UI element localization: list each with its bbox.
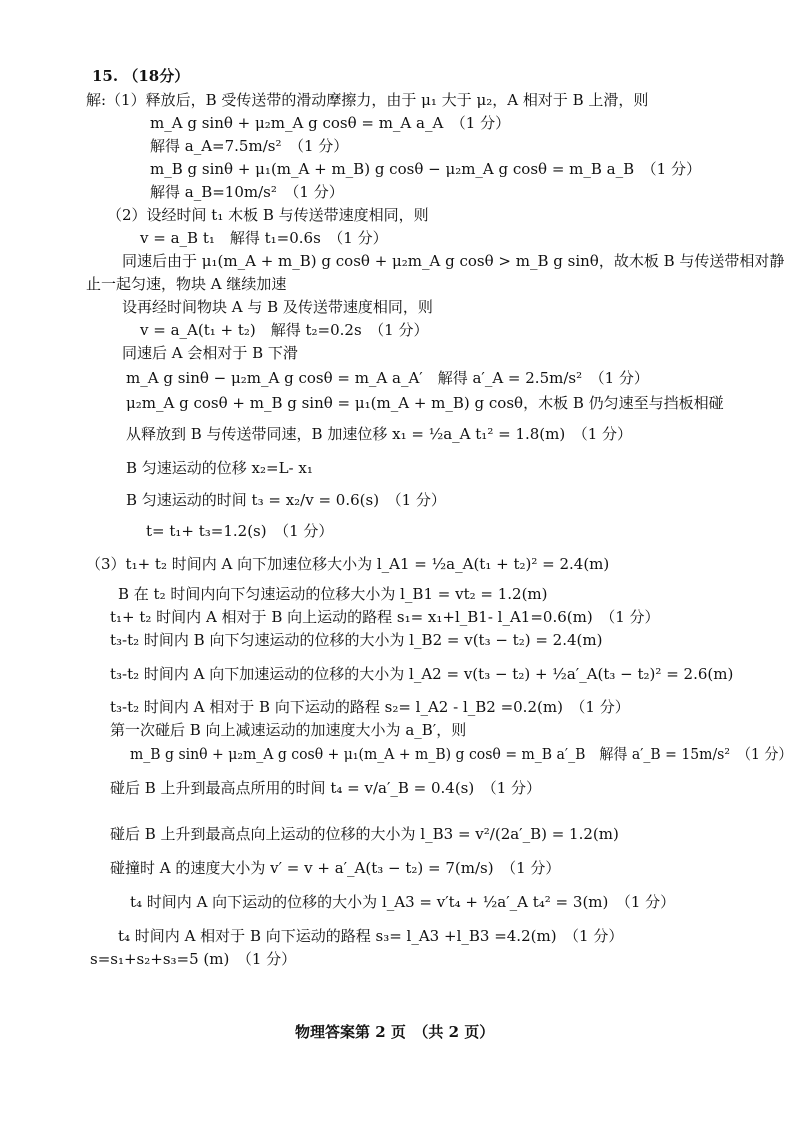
- answer-line-1: 解:（1）释放后，B 受传送带的滑动摩擦力，由于 μ₁ 大于 μ₂，A 相对于 B 上滑，则: [86, 91, 649, 109]
- answer-line-21: t₁+ t₂ 时间内 A 相对于 B 向上运动的路程 s₁= x₁+l_B1- l_A1=0.6(m) （1 分）: [110, 608, 660, 626]
- answer-line-17: B 匀速运动的时间 t₃ = x₂/v = 0.6(s) （1 分）: [126, 491, 446, 509]
- answer-line-11: v = a_A(t₁ + t₂) 解得 t₂=0.2s （1 分）: [140, 321, 429, 339]
- answer-line-27: 碰后 B 上升到最高点所用的时间 t₄ = v/a′_B = 0.4(s) （1 分）: [110, 779, 542, 797]
- page-footer: 物理答案第 2 页 （共 2 页）: [295, 1023, 495, 1041]
- answer-line-13: m_A g sinθ − μ₂m_A g cosθ = m_A a_A′ 解得 a′_A = 2.5m/s² （1 分）: [126, 369, 649, 387]
- answer-line-30: t₄ 时间内 A 向下运动的位移的大小为 l_A3 = v′t₄ + ½a′_A t₄² = 3(m) （1 分）: [130, 893, 676, 911]
- answer-line-10: 设再经时间物块 A 与 B 及传送带速度相同，则: [122, 298, 433, 316]
- answer-line-2: m_A g sinθ + μ₂m_A g cosθ = m_A a_A （1 分）: [150, 114, 511, 132]
- answer-line-6: （2）设经时间 t₁ 木板 B 与传送带速度相同，则: [107, 206, 429, 224]
- answer-line-15: 从释放到 B 与传送带同速，B 加速位移 x₁ = ½a_A t₁² = 1.8(m) （1 分）: [126, 425, 633, 443]
- answer-line-23: t₃-t₂ 时间内 A 向下加速运动的位移的大小为 l_A2 = v(t₃ − t₂) + ½a′_A(t₃ − t₂)² = 2.6(m): [110, 665, 734, 683]
- answer-line-16: B 匀速运动的位移 x₂=L- x₁: [126, 459, 313, 477]
- answer-line-5: 解得 a_B=10m/s² （1 分）: [150, 183, 344, 201]
- answer-line-29: 碰撞时 A 的速度大小为 v′ = v + a′_A(t₃ − t₂) = 7(m/s) （1 分）: [110, 859, 561, 877]
- question-header: 15. （18分）: [92, 67, 190, 85]
- answer-line-8: 同速后由于 μ₁(m_A + m_B) g cosθ + μ₂m_A g cosθ > m_B g sinθ，故木板 B 与传送带相对静: [122, 252, 785, 270]
- answer-line-12: 同速后 A 会相对于 B 下滑: [122, 344, 298, 362]
- answer-line-26: m_B g sinθ + μ₂m_A g cosθ + μ₁(m_A + m_B) g cosθ = m_B a′_B 解得 a′_B = 15m/s² （1 分）: [130, 745, 793, 763]
- answer-line-31: t₄ 时间内 A 相对于 B 向下运动的路程 s₃= l_A3 +l_B3 =4.2(m) （1 分）: [118, 927, 624, 945]
- answer-line-28: 碰后 B 上升到最高点向上运动的位移的大小为 l_B3 = v²/(2a′_B) = 1.2(m): [110, 825, 619, 843]
- answer-line-32: s=s₁+s₂+s₃=5 (m) （1 分）: [90, 950, 297, 968]
- answer-line-9: 止一起匀速，物块 A 继续加速: [86, 275, 287, 293]
- answer-line-7: v = a_B t₁ 解得 t₁=0.6s （1 分）: [140, 229, 388, 247]
- answer-line-22: t₃-t₂ 时间内 B 向下匀速运动的位移的大小为 l_B2 = v(t₃ − t₂) = 2.4(m): [110, 631, 603, 649]
- answer-line-20: B 在 t₂ 时间内向下匀速运动的位移大小为 l_B1 = vt₂ = 1.2(m): [118, 585, 548, 603]
- answer-line-3: 解得 a_A=7.5m/s² （1 分）: [150, 137, 349, 155]
- answer-line-4: m_B g sinθ + μ₁(m_A + m_B) g cosθ − μ₂m_A g cosθ = m_B a_B （1 分）: [150, 160, 701, 178]
- answer-line-25: 第一次碰后 B 向上减速运动的加速度大小为 a_B′，则: [110, 721, 467, 739]
- answer-line-19: （3）t₁+ t₂ 时间内 A 向下加速位移大小为 l_A1 = ½a_A(t₁ + t₂)² = 2.4(m): [86, 555, 610, 573]
- answer-line-24: t₃-t₂ 时间内 A 相对于 B 向下运动的路程 s₂= l_A2 - l_B2 =0.2(m) （1 分）: [110, 698, 630, 716]
- answer-line-18: t= t₁+ t₃=1.2(s) （1 分）: [146, 522, 334, 540]
- answer-line-14: μ₂m_A g cosθ + m_B g sinθ = μ₁(m_A + m_B) g cosθ，木板 B 仍匀速至与挡板相碰: [126, 394, 724, 412]
